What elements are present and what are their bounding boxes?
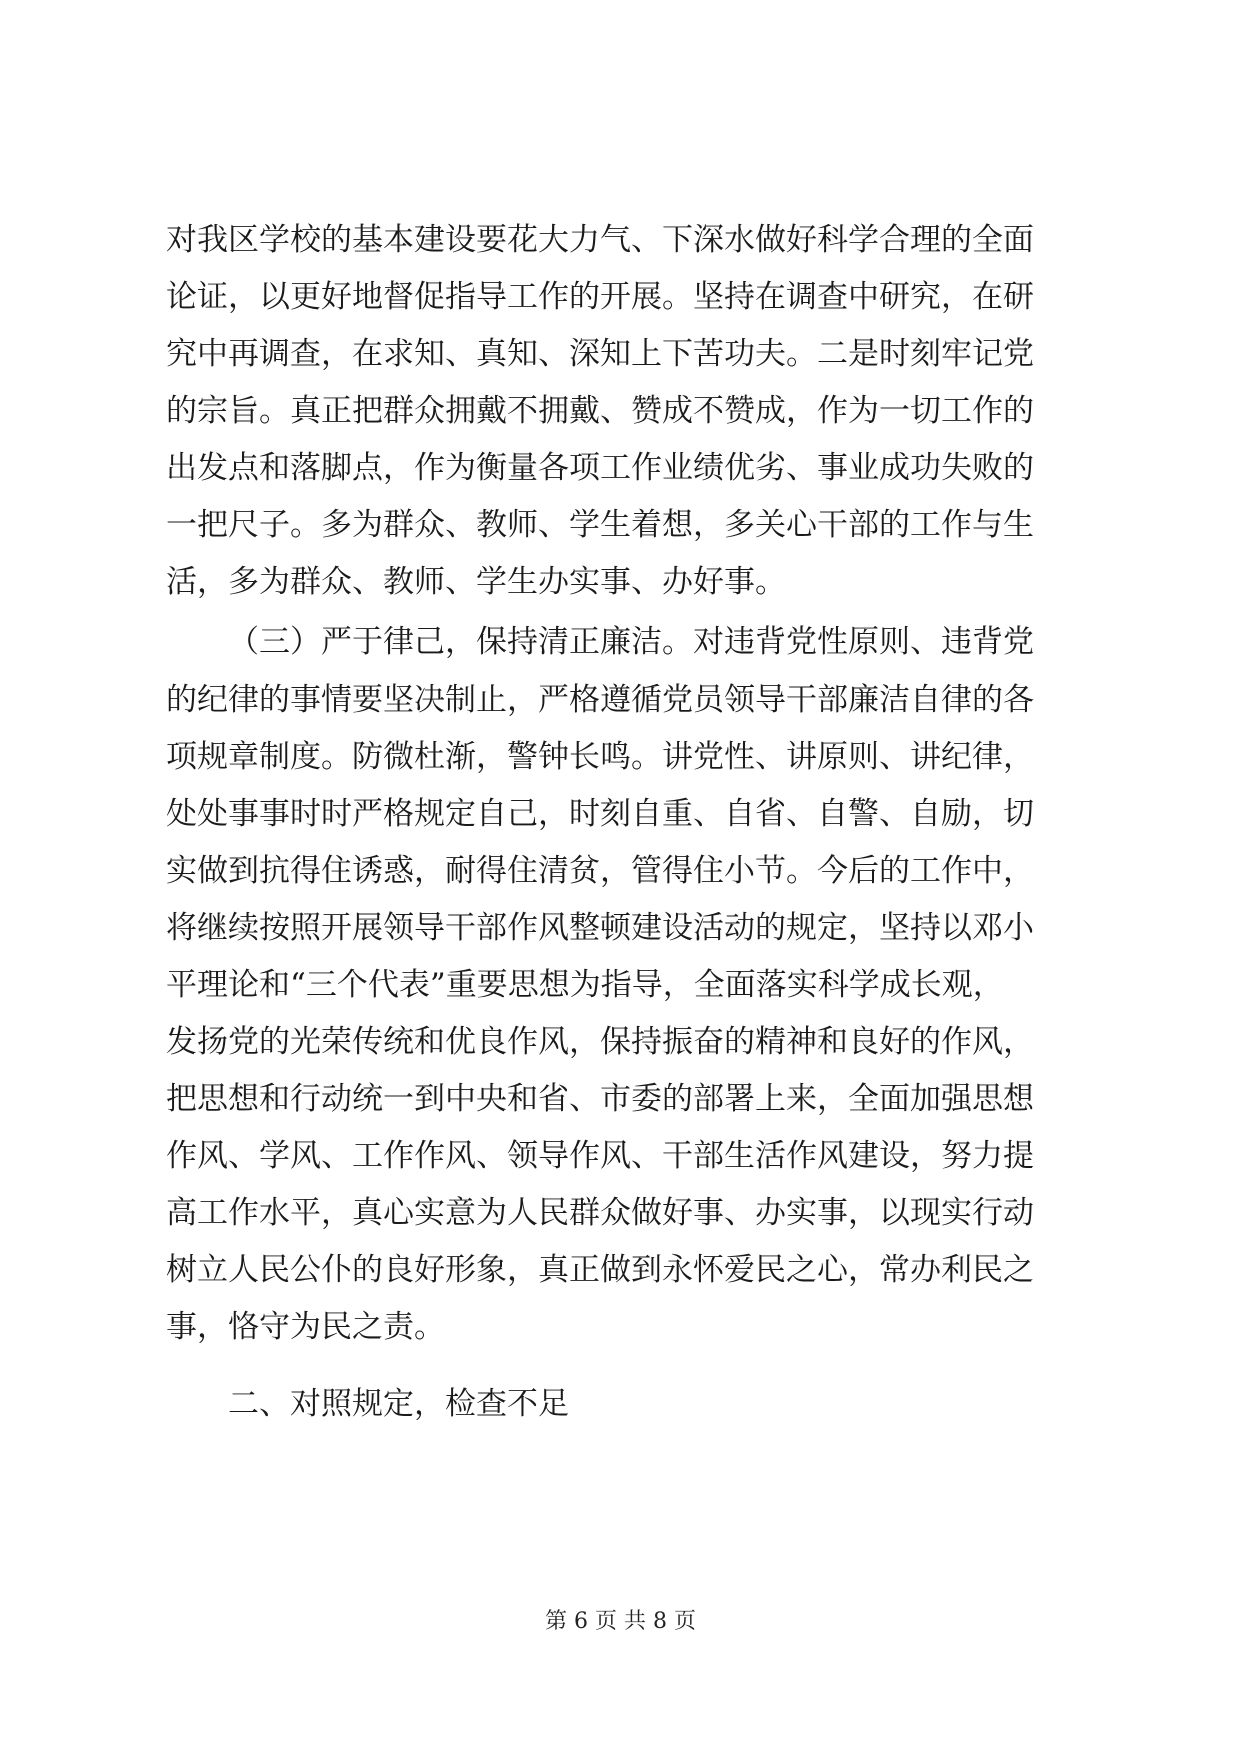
text-line: 的纪律的事情要坚决制止，严格遵循党员领导干部廉洁自律的各 [166, 682, 1034, 718]
page-footer [0, 1604, 1241, 1635]
text-line: 高工作水平，真心实意为人民群众做好事、办实事，以现实行动 [166, 1195, 1034, 1231]
text-line: 一把尺子。多为群众、教师、学生着想，多关心干部的工作与生 [166, 507, 1034, 543]
text-line: 事，恪守为民之责。 [166, 1309, 445, 1345]
text-line: 树立人民公仆的良好形象，真正做到永怀爱民之心，常办利民之 [166, 1252, 1034, 1288]
text-line: 处处事事时时严格规定自己，时刻自重、自省、自警、自励，切 [166, 796, 1034, 832]
text-line: 将继续按照开展领导干部作风整顿建设活动的规定，坚持以邓小 [166, 910, 1034, 946]
paragraph-start-line: （三）严于律己，保持清正廉洁。对违背党性原则、违背党 [228, 624, 1034, 660]
text-line: 作风、学风、工作作风、领导作风、干部生活作风建设，努力提 [166, 1138, 1034, 1174]
text-line: 发扬党的光荣传统和优良作风，保持振奋的精神和良好的作风， [166, 1024, 1034, 1060]
text-line: 对我区学校的基本建设要花大力气、下深水做好科学合理的全面 [166, 222, 1034, 258]
text-line: 出发点和落脚点，作为衡量各项工作业绩优劣、事业成功失败的 [166, 450, 1034, 486]
text-line: 究中再调查，在求知、真知、深知上下苦功夫。二是时刻牢记党 [166, 336, 1034, 372]
text-line: 论证，以更好地督促指导工作的开展。坚持在调查中研究，在研 [166, 279, 1034, 315]
page-number-label: 第 6 页 共 8 页 [545, 1609, 696, 1634]
text-line: 把思想和行动统一到中央和省、市委的部署上来，全面加强思想 [166, 1081, 1034, 1117]
text-line: 活，多为群众、教师、学生办实事、办好事。 [166, 564, 786, 600]
text-line: 平理论和“三个代表”重要思想为指导，全面落实科学成长观， [166, 967, 1004, 1003]
text-line: 项规章制度。防微杜渐，警钟长鸣。讲党性、讲原则、讲纪律， [166, 739, 1034, 775]
text-line: 实做到抗得住诱惑，耐得住清贫，管得住小节。今后的工作中， [166, 853, 1034, 889]
section-heading: 二、对照规定，检查不足 [228, 1386, 569, 1422]
text-line: 的宗旨。真正把群众拥戴不拥戴、赞成不赞成，作为一切工作的 [166, 393, 1034, 429]
